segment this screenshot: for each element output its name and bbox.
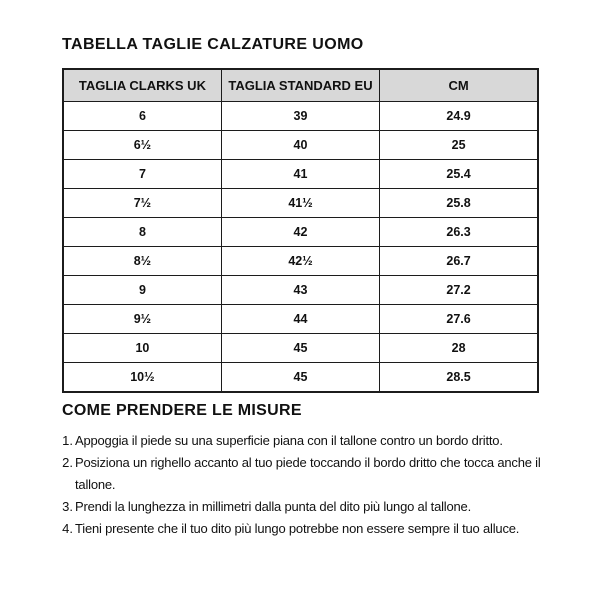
table-row bbox=[63, 102, 538, 131]
table-row bbox=[63, 131, 538, 160]
cell-uk-size: 7½ bbox=[63, 189, 221, 218]
page-title: TABELLA TAGLIE CALZATURE UOMO bbox=[62, 36, 364, 53]
table-header-row bbox=[63, 69, 538, 102]
cell-eu-size: 41½ bbox=[221, 189, 379, 218]
cell-uk-size: 6 bbox=[63, 102, 221, 131]
table-row bbox=[63, 334, 538, 363]
table-row bbox=[63, 247, 538, 276]
cell-uk-size: 9½ bbox=[63, 305, 221, 334]
table-row bbox=[63, 276, 538, 305]
cell-uk-size: 8½ bbox=[63, 247, 221, 276]
measure-step-1: Appoggia il piede su una superficie piana con il tallone contro un bordo dritto. bbox=[75, 433, 503, 448]
cell-cm-size: 27.6 bbox=[380, 305, 538, 334]
cell-cm-size: 25.4 bbox=[380, 160, 538, 189]
cell-eu-size: 41 bbox=[221, 160, 379, 189]
table-row bbox=[63, 189, 538, 218]
cell-eu-size: 42 bbox=[221, 218, 379, 247]
cell-cm-size: 28 bbox=[380, 334, 538, 363]
table-row bbox=[63, 160, 538, 189]
cell-cm-size: 26.3 bbox=[380, 218, 538, 247]
cell-uk-size: 6½ bbox=[63, 131, 221, 160]
cell-cm-size: 24.9 bbox=[380, 102, 538, 131]
cell-eu-size: 39 bbox=[221, 102, 379, 131]
table-row bbox=[63, 363, 538, 393]
cell-cm-size: 25 bbox=[380, 131, 538, 160]
measure-steps-list bbox=[62, 430, 553, 540]
cell-uk-size: 8 bbox=[63, 218, 221, 247]
cell-uk-size: 9 bbox=[63, 276, 221, 305]
cell-eu-size: 40 bbox=[221, 131, 379, 160]
measure-section-heading: COME PRENDERE LE MISURE bbox=[62, 402, 302, 419]
size-table bbox=[62, 68, 539, 393]
column-header-taglia-standard-eu: TAGLIA STANDARD EU bbox=[221, 69, 379, 102]
cell-eu-size: 44 bbox=[221, 305, 379, 334]
cell-cm-size: 28.5 bbox=[380, 363, 538, 393]
measure-step-4: Tieni presente che il tuo dito più lungo potrebbe non essere sempre il tuo alluce. bbox=[75, 521, 520, 536]
cell-uk-size: 10½ bbox=[63, 363, 221, 393]
cell-cm-size: 27.2 bbox=[380, 276, 538, 305]
table-row bbox=[63, 218, 538, 247]
cell-cm-size: 26.7 bbox=[380, 247, 538, 276]
cell-cm-size: 25.8 bbox=[380, 189, 538, 218]
measure-step-2: Posiziona un righello accanto al tuo piede toccando il bordo dritto che tocca anche il tallone. bbox=[75, 455, 541, 492]
table-row bbox=[63, 305, 538, 334]
cell-uk-size: 7 bbox=[63, 160, 221, 189]
cell-eu-size: 45 bbox=[221, 334, 379, 363]
column-header-cm: CM bbox=[380, 69, 538, 102]
cell-eu-size: 43 bbox=[221, 276, 379, 305]
cell-eu-size: 42½ bbox=[221, 247, 379, 276]
cell-uk-size: 10 bbox=[63, 334, 221, 363]
column-header-taglia-clarks-uk: TAGLIA CLARKS UK bbox=[63, 69, 221, 102]
measure-step-3: Prendi la lunghezza in millimetri dalla punta del dito più lungo al tallone. bbox=[75, 499, 471, 514]
cell-eu-size: 45 bbox=[221, 363, 379, 393]
